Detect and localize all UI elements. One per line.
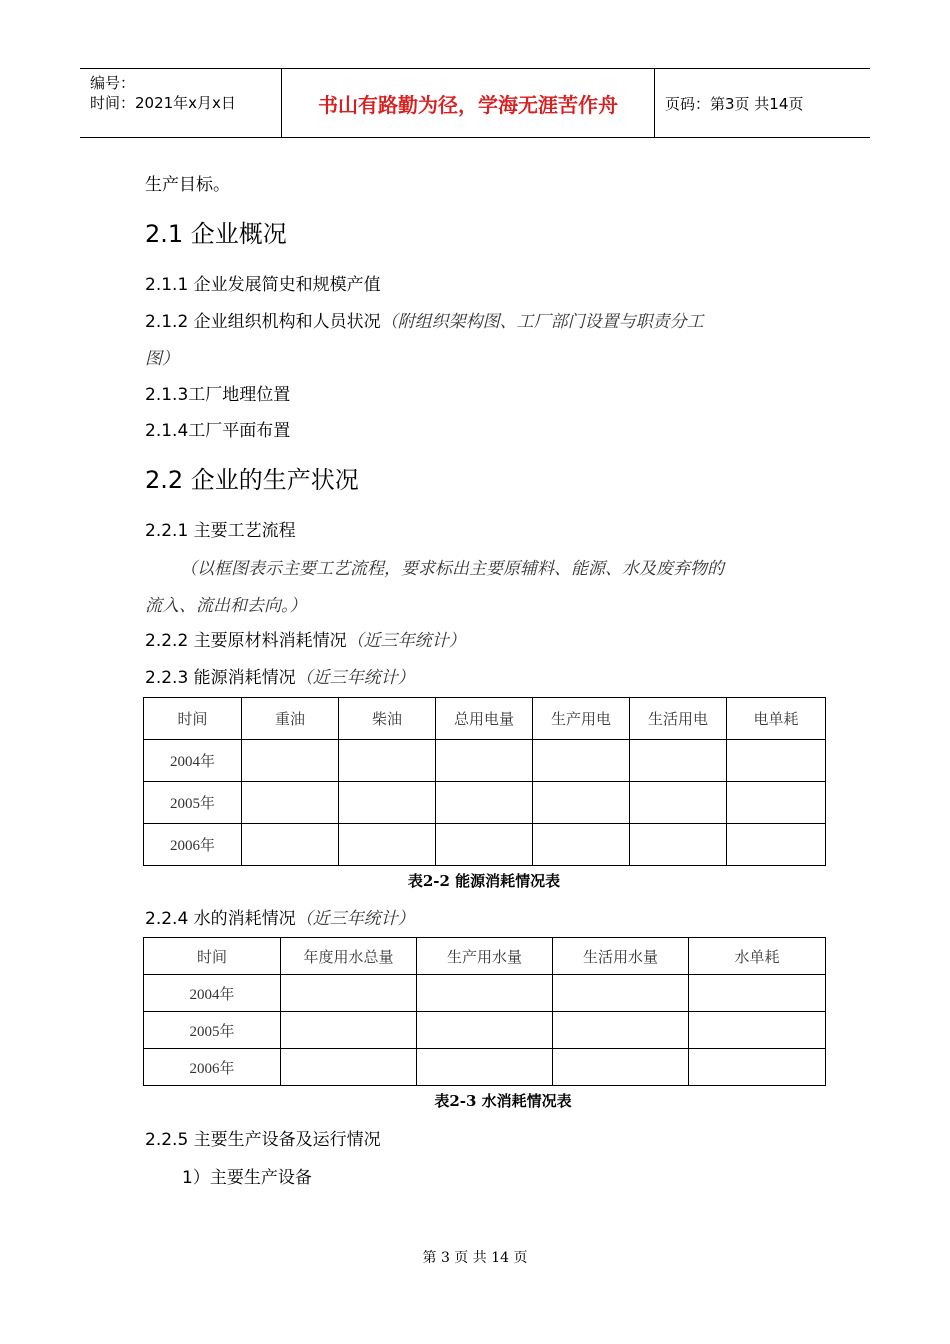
header-divider xyxy=(654,69,655,137)
header-number-label: 编号： xyxy=(90,74,136,92)
table-cell-year: 2005年 xyxy=(144,782,242,824)
table-row xyxy=(144,1012,826,1049)
section-2-2-1-note-cont: 流入、流出和去向。） xyxy=(145,596,307,616)
page-header xyxy=(80,68,870,138)
table-cell xyxy=(339,824,436,866)
table-cell-year: 2006年 xyxy=(144,1049,281,1086)
table-cell xyxy=(339,782,436,824)
table-header-cell: 生活用水量 xyxy=(553,938,689,975)
table-row xyxy=(144,1049,826,1086)
section-2-2-5-item: 1）主要生产设备 xyxy=(182,1168,312,1188)
section-2-1-4: 2.1.4工厂平面布置 xyxy=(145,421,291,441)
table-cell xyxy=(533,782,630,824)
section-2-2-4-note: （近三年统计） xyxy=(295,909,415,929)
energy-table-caption: 表2-2 能源消耗情况表 xyxy=(407,872,561,890)
table-header-cell: 电单耗 xyxy=(727,698,826,740)
energy-table xyxy=(143,697,826,866)
table-cell-year: 2005年 xyxy=(144,1012,281,1049)
table-cell xyxy=(689,1012,826,1049)
section-2-2-3 xyxy=(145,663,415,688)
table-cell xyxy=(242,782,339,824)
table-cell xyxy=(630,782,727,824)
section-2-2-title: 2.2 企业的生产状况 xyxy=(145,466,359,494)
table-header-cell: 柴油 xyxy=(339,698,436,740)
section-2-1-2-note-cont: 图） xyxy=(145,349,179,369)
table-row xyxy=(144,740,826,782)
table-cell xyxy=(553,1012,689,1049)
table-cell xyxy=(281,1049,417,1086)
table-header-cell: 水单耗 xyxy=(689,938,826,975)
table-cell xyxy=(727,824,826,866)
section-2-2-3-label: 2.2.3 能源消耗情况 xyxy=(145,668,296,688)
section-2-1-3: 2.1.3工厂地理位置 xyxy=(145,385,291,405)
table-cell xyxy=(533,740,630,782)
section-2-1-title: 2.1 企业概况 xyxy=(145,220,287,248)
table-header-row xyxy=(144,698,826,740)
header-meta xyxy=(90,73,236,113)
page-footer: 第 3 页 共 14 页 xyxy=(422,1250,528,1266)
table-cell xyxy=(727,740,826,782)
table-header-cell: 重油 xyxy=(242,698,339,740)
table-cell xyxy=(417,1049,553,1086)
table-cell xyxy=(553,1049,689,1086)
table-header-cell: 总用电量 xyxy=(436,698,533,740)
section-2-2-2-label: 2.2.2 主要原材料消耗情况 xyxy=(145,631,347,651)
section-2-2-4 xyxy=(145,904,415,929)
table-header-cell: 时间 xyxy=(144,698,242,740)
table-cell xyxy=(436,782,533,824)
section-2-2-1-note: （以框图表示主要工艺流程，要求标出主要原辅料、能源、水及废弃物的 xyxy=(180,559,724,579)
table-cell-year: 2006年 xyxy=(144,824,242,866)
intro-line: 生产目标。 xyxy=(145,175,230,195)
table-header-cell: 年度用水总量 xyxy=(281,938,417,975)
section-2-2-4-label: 2.2.4 水的消耗情况 xyxy=(145,909,296,929)
table-cell xyxy=(533,824,630,866)
table-row xyxy=(144,975,826,1012)
table-header-cell: 生活用电 xyxy=(630,698,727,740)
table-cell xyxy=(630,824,727,866)
table-cell xyxy=(242,824,339,866)
table-header-cell: 时间 xyxy=(144,938,281,975)
section-2-1-2 xyxy=(145,307,704,332)
section-2-2-3-note: （近三年统计） xyxy=(295,668,415,688)
section-2-1-2-label: 2.1.2 企业组织机构和人员状况 xyxy=(145,312,381,332)
table-cell-year: 2004年 xyxy=(144,975,281,1012)
section-2-2-2-note: （近三年统计） xyxy=(346,631,466,651)
header-date-label: 时间：2021年x月x日 xyxy=(90,94,236,112)
header-motto: 书山有路勤为径，学海无涯苦作舟 xyxy=(318,92,618,117)
section-2-1-2-note: （附组织架构图、工厂部门设置与职责分工 xyxy=(380,312,704,332)
water-table xyxy=(143,937,826,1086)
section-2-2-2 xyxy=(145,626,466,651)
table-cell xyxy=(689,975,826,1012)
header-page-label: 页码：第3页 共14页 xyxy=(665,94,804,113)
table-header-cell: 生产用水量 xyxy=(417,938,553,975)
table-header-cell: 生产用电 xyxy=(533,698,630,740)
table-row xyxy=(144,824,826,866)
table-cell-year: 2004年 xyxy=(144,740,242,782)
table-cell xyxy=(553,975,689,1012)
table-row xyxy=(144,782,826,824)
table-cell xyxy=(417,1012,553,1049)
table-header-row xyxy=(144,938,826,975)
table-cell xyxy=(727,782,826,824)
table-cell xyxy=(436,824,533,866)
table-cell xyxy=(436,740,533,782)
water-table-caption: 表2-3 水消耗情况表 xyxy=(434,1092,572,1110)
table-cell xyxy=(630,740,727,782)
table-cell xyxy=(689,1049,826,1086)
section-2-1-1: 2.1.1 企业发展简史和规模产值 xyxy=(145,275,381,295)
table-cell xyxy=(281,975,417,1012)
section-2-2-1: 2.2.1 主要工艺流程 xyxy=(145,521,296,541)
table-cell xyxy=(281,1012,417,1049)
section-2-2-5: 2.2.5 主要生产设备及运行情况 xyxy=(145,1130,381,1150)
table-cell xyxy=(417,975,553,1012)
table-cell xyxy=(242,740,339,782)
table-cell xyxy=(339,740,436,782)
